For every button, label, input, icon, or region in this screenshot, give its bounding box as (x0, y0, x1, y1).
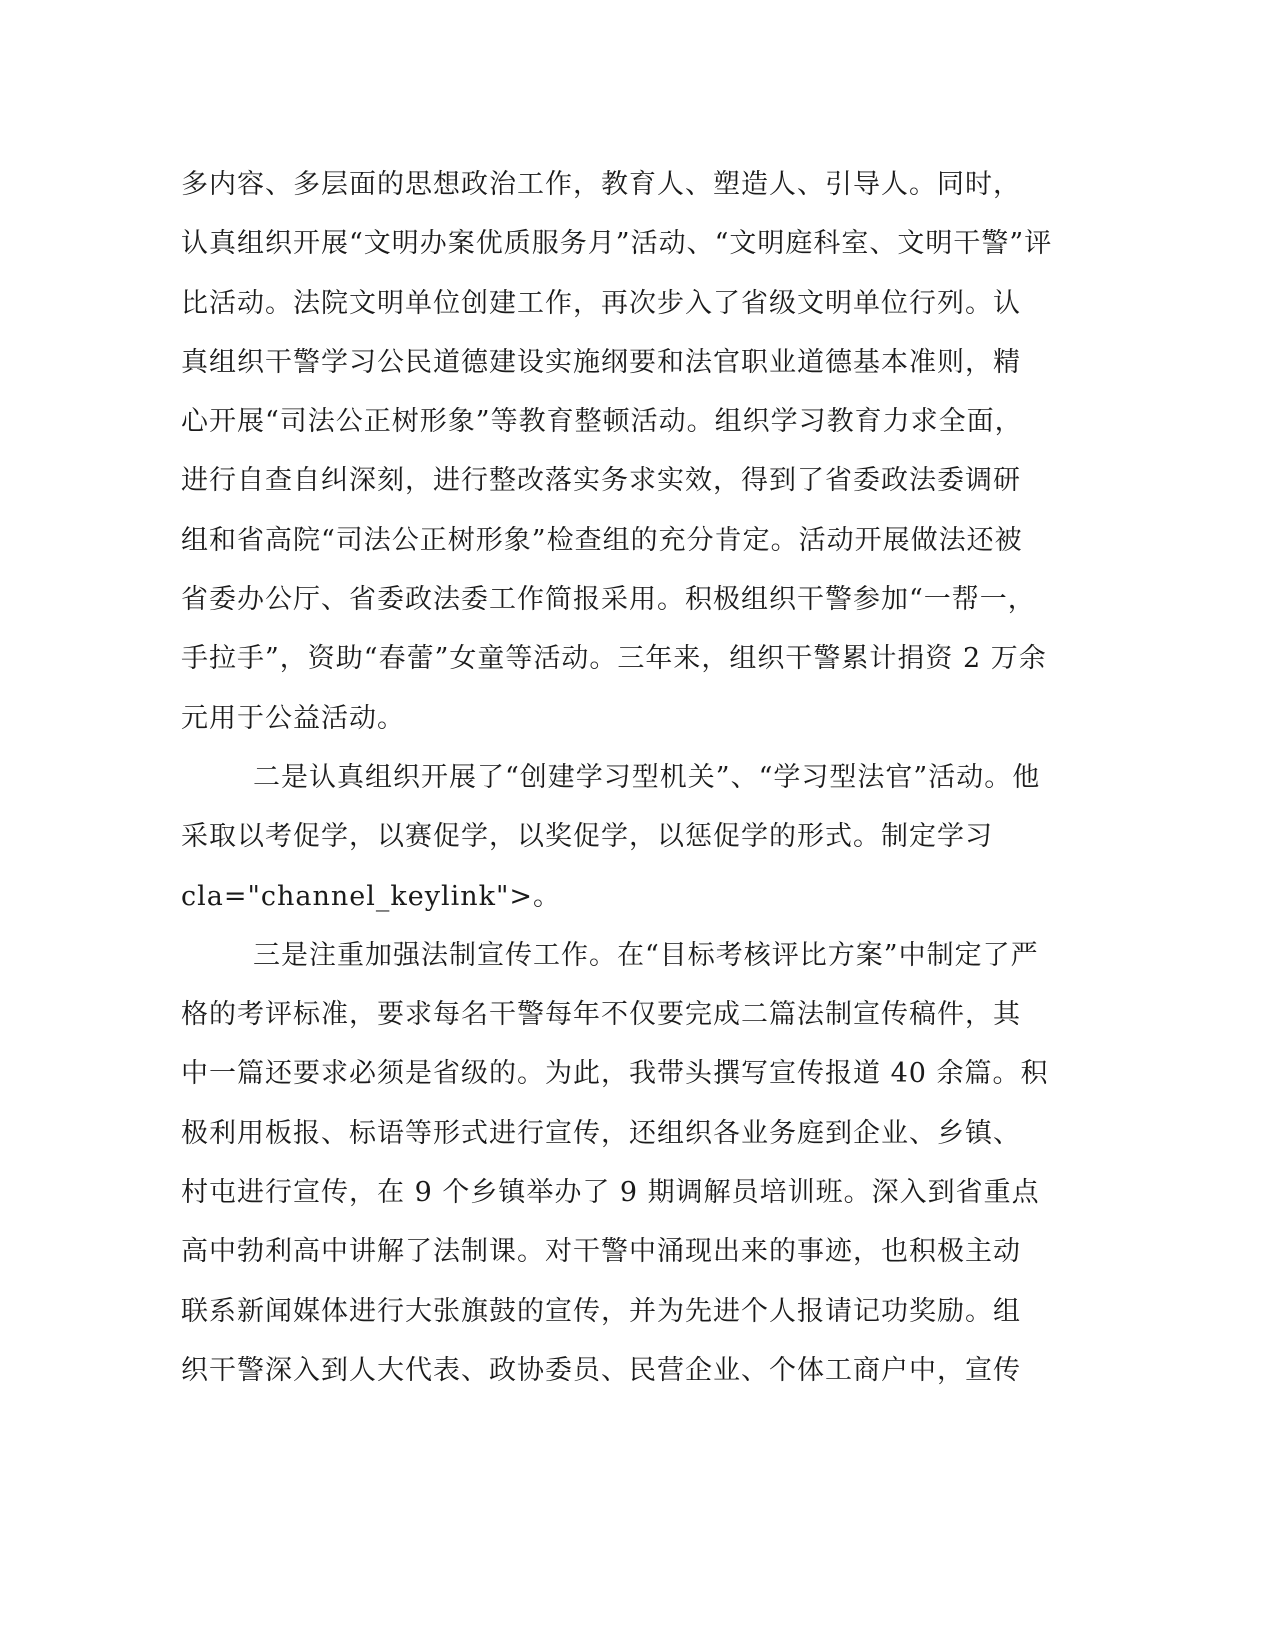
paragraph-1-line-4: 真组织干警学习公民道德建设实施纲要和法官职业道德基本准则，精 (181, 346, 1021, 378)
paragraph-1-line-5: 心开展“司法公正树形象”等教育整顿活动。组织学习教育力求全面， (181, 406, 1023, 438)
document-body (181, 155, 1061, 1400)
paragraph-1-line-7: 组和省高院“司法公正树形象”检查组的充分肯定。活动开展做法还被 (181, 524, 1023, 556)
paragraph-1-line-3: 比活动。法院文明单位创建工作，再次步入了省级文明单位行列。认 (181, 287, 1021, 319)
paragraph-3-line-4: 极利用板报、标语等形式进行宣传，还组织各业务庭到企业、乡镇、 (181, 1117, 1021, 1149)
paragraph-2-line-2: 采取以考促学，以赛促学，以奖促学，以惩促学的形式。制定学习 (181, 821, 993, 853)
paragraph-3-line-2: 格的考评标准，要求每名干警每年不仅要完成二篇法制宣传稿件，其 (181, 999, 1021, 1031)
paragraph-3-line-3: 中一篇还要求必须是省级的。为此，我带头撰写宣传报道 40 余篇。积 (181, 1058, 1049, 1090)
paragraph-1-line-1: 多内容、多层面的思想政治工作，教育人、塑造人、引导人。同时， (181, 169, 1021, 200)
paragraph-2-line-1: 二是认真组织开展了“创建学习型机关”、“学习型法官”活动。他 (253, 761, 1041, 793)
paragraph-3-line-6: 高中勃利高中讲解了法制课。对干警中涌现出来的事迹，也积极主动 (181, 1236, 1021, 1268)
paragraph-2-line-3: cla="channel_keylink">。 (181, 880, 562, 912)
paragraph-1-line-9: 手拉手”，资助“春蕾”女童等活动。三年来，组织干警累计捐资 2 万余 (181, 643, 1047, 675)
paragraph-3-line-8: 织干警深入到人大代表、政协委员、民营企业、个体工商户中，宣传 (181, 1354, 1021, 1386)
paragraph-1-line-2: 认真组织开展“文明办案优质服务月”活动、“文明庭科室、文明干警”评 (181, 228, 1053, 260)
paragraph-3-line-1: 三是注重加强法制宣传工作。在“目标考核评比方案”中制定了严 (253, 939, 1039, 971)
paragraph-1-line-10: 元用于公益活动。 (181, 702, 405, 734)
paragraph-3-line-5: 村屯进行宣传，在 9 个乡镇举办了 9 期调解员培训班。深入到省重点 (181, 1177, 1040, 1209)
paragraph-1-line-6: 进行自查自纠深刻，进行整改落实务求实效，得到了省委政法委调研 (181, 465, 1021, 497)
paragraph-3-line-7: 联系新闻媒体进行大张旗鼓的宣传，并为先进个人报请记功奖励。组 (181, 1295, 1021, 1327)
paragraph-1-line-8: 省委办公厅、省委政法委工作简报采用。积极组织干警参加“一帮一， (181, 584, 1036, 616)
